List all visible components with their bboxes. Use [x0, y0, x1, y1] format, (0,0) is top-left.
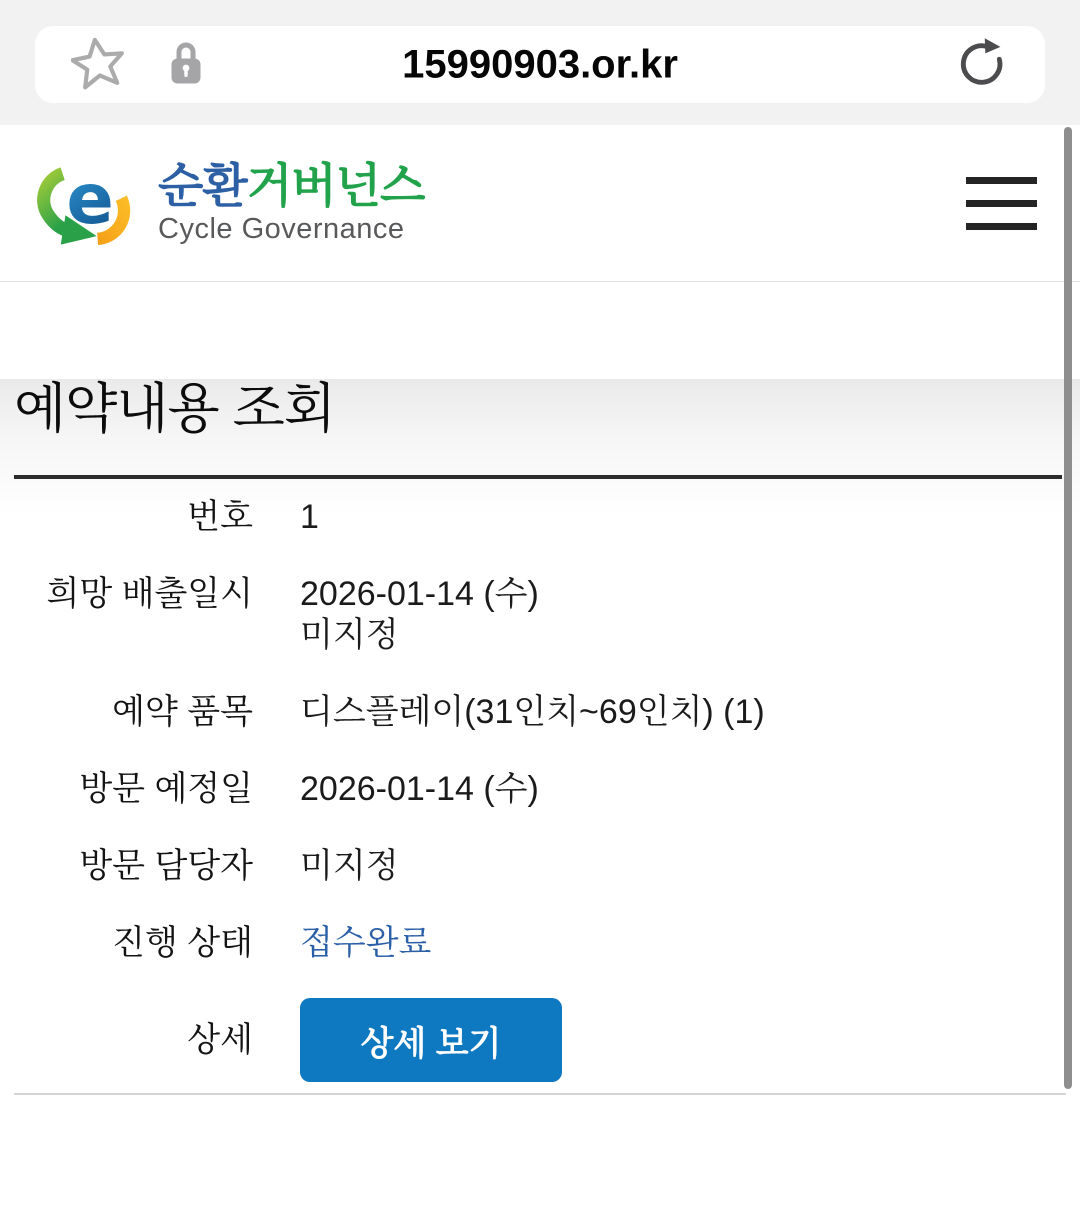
page-content [0, 379, 1080, 1208]
reservation-detail-table [14, 479, 1062, 1095]
reload-icon[interactable] [955, 34, 1007, 95]
row-value [300, 574, 539, 656]
row-visit-date [14, 751, 1062, 828]
row-label: 번호 [187, 498, 253, 536]
logo-title-green: 거버넌스 [246, 158, 425, 212]
bottom-divider [14, 1093, 1066, 1095]
address-bar[interactable] [35, 26, 1045, 103]
hamburger-bar [966, 223, 1037, 230]
row-label: 진행 상태 [112, 924, 253, 962]
row-reserved-item [14, 674, 1062, 751]
row-value: 1 [300, 498, 319, 536]
row-label: 방문 예정일 [79, 770, 253, 808]
hamburger-bar [966, 177, 1037, 184]
site-header [0, 125, 1080, 282]
row-value: 디스플레이(31인치~69인치) (1) [300, 693, 765, 731]
status-link[interactable]: 접수완료 [300, 924, 432, 962]
logo-korean-title [158, 158, 425, 212]
hamburger-menu-icon[interactable] [966, 177, 1037, 230]
row-detail [14, 982, 1062, 1082]
row-value: 미지정 [300, 847, 399, 885]
row-label: 희망 배출일시 [46, 575, 253, 613]
row-desired-discharge-date [14, 556, 1062, 674]
row-number [14, 479, 1062, 556]
row-progress-status [14, 905, 1062, 982]
row-visit-manager [14, 828, 1062, 905]
browser-chrome [0, 0, 1080, 125]
url-display[interactable]: 15990903.or.kr [402, 42, 678, 86]
page-scrollbar[interactable] [1064, 127, 1072, 1089]
logo-e-recycle-icon [30, 151, 152, 255]
page-title: 예약내용 조회 [14, 379, 335, 439]
logo-title-blue: 순환 [158, 158, 247, 212]
row-value: 2026-01-14 (수) [300, 770, 539, 808]
logo-subtitle: Cycle Governance [158, 212, 405, 245]
hamburger-bar [966, 200, 1037, 207]
discharge-date: 2026-01-14 (수) [300, 575, 539, 613]
row-label: 예약 품목 [112, 693, 253, 731]
discharge-time: 미지정 [300, 616, 399, 654]
row-label: 상세 [187, 1020, 253, 1059]
svg-text:e: e [66, 158, 114, 240]
row-label: 방문 담당자 [79, 847, 253, 885]
site-logo[interactable] [30, 151, 424, 255]
detail-view-button[interactable]: 상세 보기 [300, 998, 562, 1082]
